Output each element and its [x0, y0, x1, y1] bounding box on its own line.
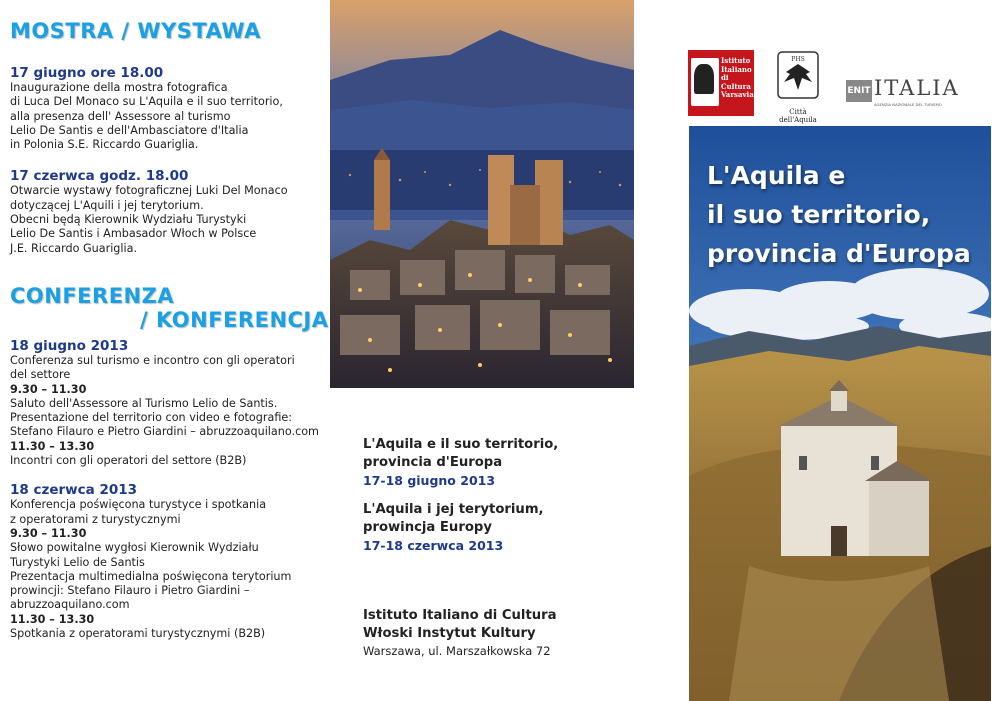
- text-line: del settore: [10, 368, 71, 382]
- event-it-dates: 17-18 giugno 2013: [363, 473, 496, 488]
- text-line: di Luca Del Monaco su L'Aquila e il suo territorio,: [10, 95, 283, 109]
- text-line: alla presenza dell' Assessore al turismo: [10, 109, 231, 123]
- iic-logo-line: di: [721, 73, 729, 82]
- text-line: 9.30 – 11.30: [10, 382, 87, 396]
- city-caption: Città dell'Aquila: [779, 108, 817, 124]
- conf-pl-date: 18 czerwca 2013: [10, 482, 138, 499]
- text-line: abruzzoaquilano.com: [10, 598, 130, 612]
- text-line: z operatorami z turystycznymi: [10, 512, 181, 526]
- event-pl-title-2: prowincja Europy: [363, 520, 492, 535]
- italia-wordmark: ITALIA: [874, 76, 960, 100]
- conf-pl-text: [10, 498, 330, 641]
- text-line: Stefano Filauro e Pietro Giardini – abruzzoaquilano.com: [10, 425, 319, 439]
- text-line: 11.30 – 13.30: [10, 612, 95, 626]
- sponsor-logos: [688, 48, 980, 124]
- enit-italia-logo: [846, 72, 976, 112]
- event-it-title-1: L'Aquila e il suo territorio,: [363, 437, 559, 452]
- event-pl-title-1: L'Aquila i jej terytorium,: [363, 502, 544, 517]
- text-line: prowincji: Stefano Filauro i Pietro Giardini –: [10, 584, 250, 598]
- coat-motto: PHS: [791, 56, 805, 63]
- text-line: Obecni będą Kierownik Wydziału Turystyki: [10, 213, 247, 227]
- iic-logo-line: Italiano: [721, 64, 752, 74]
- cover-panel: [689, 126, 991, 701]
- event-pl-dates: 17-18 czerwca 2013: [363, 538, 504, 553]
- enit-wordmark: ENIT: [846, 80, 872, 102]
- text-line: Otwarcie wystawy fotograficznej Luki Del Monaco: [10, 184, 288, 198]
- mostra-pl-date: 17 czerwca godz. 18.00: [10, 168, 189, 185]
- text-line: Conferenza sul turismo e incontro con gli operatori: [10, 353, 295, 367]
- konferencja-heading: / KONFERENCJA: [140, 307, 329, 332]
- mostra-it-text: [10, 81, 330, 152]
- italia-subline: AGENZIA NAZIONALE DEL TURISMO: [874, 102, 942, 107]
- cover-title: [707, 156, 971, 273]
- text-line: 9.30 – 11.30: [10, 526, 87, 540]
- text-line: Lelio De Santis i Ambasador Włoch w Polsce: [10, 227, 257, 241]
- text-line: Inaugurazione della mostra fotografica: [10, 81, 228, 94]
- text-line: dotyczącej L'Aquili i jej terytorium.: [10, 198, 204, 212]
- cover-title-line-3: provincia d'Europa: [707, 239, 971, 268]
- cover-title-line-2: il suo territorio,: [707, 200, 931, 229]
- aquila-coat-of-arms: [772, 48, 824, 124]
- event-it-title-2: provincia d'Europa: [363, 455, 503, 470]
- conf-it-date: 18 giugno 2013: [10, 337, 129, 354]
- iic-logo: [688, 50, 754, 116]
- event-summary: [363, 436, 603, 659]
- iic-logo-line: Istituto: [721, 56, 751, 65]
- venue-address: Warszawa, ul. Marszałkowska 72: [363, 644, 551, 658]
- night-town-photo: [330, 0, 634, 388]
- text-line: Konferencja poświęcona turystyce i spotkania: [10, 498, 267, 512]
- text-line: Saluto dell'Assessore al Turismo Lelio de Santis.: [10, 396, 278, 410]
- conferenza-heading: CONFERENZA: [10, 283, 175, 308]
- cover-title-line-1: L'Aquila e: [707, 161, 846, 190]
- mostra-heading: MOSTRA / WYSTAWA: [10, 19, 261, 43]
- program-column: [10, 10, 330, 641]
- text-line: Turystyki Lelio de Santis: [10, 555, 145, 569]
- text-line: Lelio De Santis e dell'Ambasciatore d'Italia: [10, 123, 249, 137]
- text-line: Spotkania z operatorami turystycznymi (B2B): [10, 627, 266, 641]
- venue-name-it: Istituto Italiano di Cultura: [363, 608, 557, 623]
- text-line: Incontri con gli operatori del settore (B2B): [10, 454, 247, 468]
- conf-it-text: [10, 354, 330, 468]
- iic-logo-line: Cultura: [721, 81, 751, 91]
- text-line: Presentazione del territorio con video e fotografie:: [10, 411, 293, 425]
- iic-logo-line: Varsavia: [721, 90, 754, 99]
- text-line: 11.30 – 13.30: [10, 439, 95, 453]
- mostra-it-date: 17 giugno ore 18.00: [10, 65, 164, 81]
- text-line: J.E. Riccardo Guariglia.: [10, 241, 138, 255]
- venue-name-pl: Włoski Instytut Kultury: [363, 626, 536, 641]
- text-line: in Polonia S.E. Riccardo Guariglia.: [10, 138, 199, 152]
- mostra-pl-text: [10, 184, 330, 255]
- text-line: Słowo powitalne wygłosi Kierownik Wydziału: [10, 541, 259, 555]
- text-line: Prezentacja multimedialna poświęcona terytorium: [10, 569, 292, 583]
